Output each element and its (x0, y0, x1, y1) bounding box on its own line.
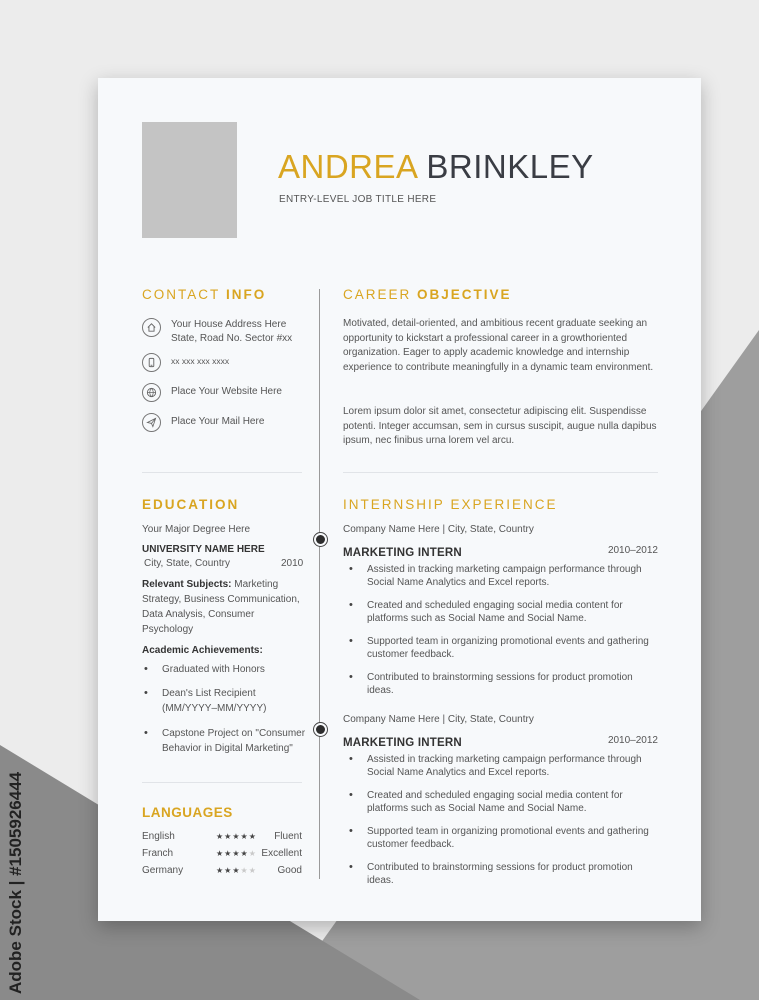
list-item: • Supported team in organizing promotional events and gathering customer feedback. (343, 635, 658, 661)
list-item: • Assisted in tracking marketing campaign performance through Social Name Analytics and Excel reports. (343, 753, 658, 779)
address-line1: Your House Address Here (171, 319, 287, 330)
objective-section-title: CAREER OBJECTIVE (343, 287, 512, 302)
candidate-name (278, 148, 594, 186)
objective-paragraph-2: Lorem ipsum dolor sit amet, consectetur adipiscing elit. Suspendisse potenti. Integer accumsan, sem in cursus suscipit, augue nulla dapibus ipsum, nec finibus urna lorem vel arcu. (343, 406, 657, 446)
relevant-subjects: Relevant Subjects: Marketing Strategy, Business Communication, Data Analysis, Consumer Psychology (142, 579, 300, 635)
job-title: ENTRY-LEVEL JOB TITLE HERE (279, 194, 437, 205)
list-item: • Contributed to brainstorming sessions for product promotion ideas. (343, 671, 658, 697)
job-role: MARKETING INTERN (343, 546, 462, 559)
column-divider (319, 289, 320, 879)
list-item: • Dean's List Recipient (MM/YYYY–MM/YYYY) (138, 686, 306, 716)
mail-text: Place Your Mail Here (171, 416, 265, 427)
last-name: BRINKLEY (426, 148, 594, 185)
company-line: Company Name Here | City, State, Country (343, 524, 534, 535)
company-line: Company Name Here | City, State, Country (343, 714, 534, 725)
university-name: UNIVERSITY NAME HERE (142, 544, 265, 555)
website-text: Place Your Website Here (171, 386, 282, 397)
resume-page (98, 78, 701, 921)
language-row-english: English ★★★★★ Fluent (142, 831, 302, 842)
left-divider (142, 782, 302, 783)
stock-id-watermark: Adobe Stock | #1505926444 (6, 771, 25, 994)
send-icon (142, 413, 161, 432)
job-years: 2010–2012 (607, 734, 658, 746)
contact-mail[interactable] (142, 413, 264, 432)
edu-year: 2010 (281, 558, 304, 569)
degree: Your Major Degree Here (142, 524, 251, 535)
phone-icon (142, 353, 161, 372)
rating-stars: ★★★★★ (216, 866, 257, 875)
internship-section-title: INTERNSHIP EXPERIENCE (343, 497, 558, 512)
achievements-label: Academic Achievements: (142, 645, 263, 656)
first-name: ANDREA (278, 148, 417, 185)
job-years: 2010–2012 (607, 544, 658, 556)
profile-photo-placeholder (142, 122, 237, 238)
home-icon (142, 318, 161, 337)
rating-stars: ★★★★★ (216, 832, 257, 841)
list-item: • Supported team in organizing promotional events and gathering customer feedback. (343, 825, 658, 851)
edu-location: City, State, Country (144, 558, 230, 569)
right-divider (343, 472, 658, 473)
job-entry (343, 713, 658, 897)
left-divider (142, 472, 302, 473)
language-row-french: Franch ★★★★★ Excellent (142, 848, 302, 859)
achievements-list (138, 663, 306, 766)
language-row-german: Germany ★★★★★ Good (142, 865, 302, 876)
contact-section-title: CONTACT INFO (142, 287, 267, 302)
education-section-title: EDUCATION (142, 497, 240, 512)
contact-phone (142, 353, 229, 372)
job-role: MARKETING INTERN (343, 736, 462, 749)
languages-section-title: LANGUAGES (142, 805, 233, 820)
contact-address (142, 318, 292, 346)
contact-website[interactable] (142, 383, 282, 402)
rating-stars: ★★★★★ (216, 849, 257, 858)
list-item: • Assisted in tracking marketing campaign performance through Social Name Analytics and Excel reports. (343, 563, 658, 589)
timeline-dot (314, 533, 327, 546)
address-line2: State, Road No. Sector #xx (171, 333, 293, 344)
job-bullets (343, 563, 658, 697)
job-bullets (343, 753, 658, 887)
list-item: • Graduated with Honors (138, 663, 306, 676)
globe-icon (142, 383, 161, 402)
list-item: • Created and scheduled engaging social media content for platforms such as Social Name and Social Name. (343, 789, 658, 815)
list-item: • Capstone Project on "Consumer Behavior in Digital Marketing" (138, 726, 306, 756)
job-entry (343, 523, 658, 707)
objective-paragraph-1: Motivated, detail-oriented, and ambitious recent graduate seeking an opportunity to kickstart a professional career in a growthoriented organization. Eager to apply academic knowledge and internship experience to contribute meaningfully in a dynamic team environment. (343, 318, 654, 373)
list-item: • Contributed to brainstorming sessions for product promotion ideas. (343, 861, 658, 887)
list-item: • Created and scheduled engaging social media content for platforms such as Social Name and Social Name. (343, 599, 658, 625)
timeline-dot (314, 723, 327, 736)
phone-number: xx xxx xxx xxxx (171, 356, 230, 366)
